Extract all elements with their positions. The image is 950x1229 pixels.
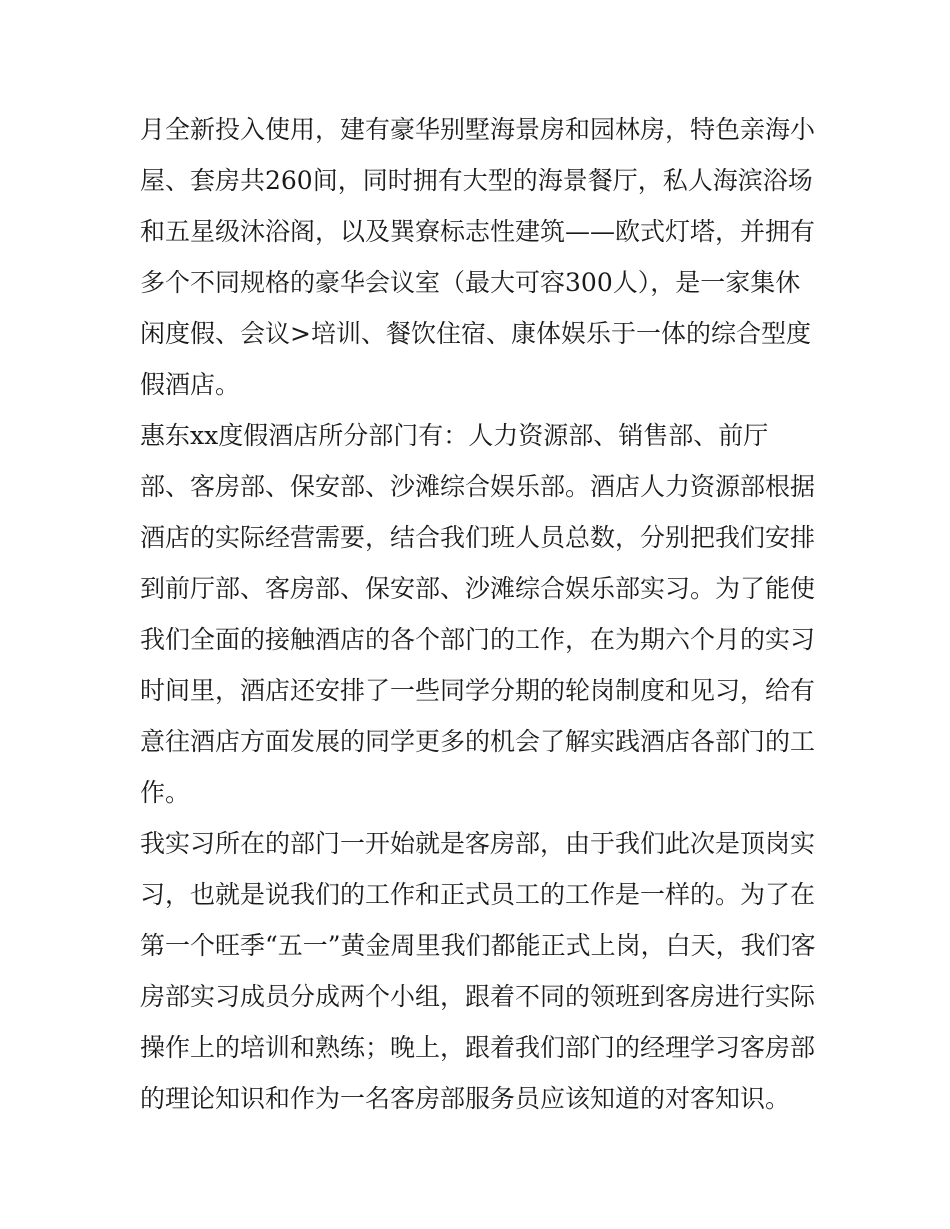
text-line: 的理论知识和作为一名客房部服务员应该知道的对客知识。 — [140, 1084, 791, 1113]
text-line: 房部实习成员分成两个小组，跟着不同的领班到客房进行实际 — [140, 982, 816, 1011]
text-line: 酒店的实际经营需要，结合我们班人员总数，分别把我们安排 — [140, 523, 816, 552]
document-body — [140, 104, 830, 1124]
text-line: 我实习所在的部门一开始就是客房部，由于我们此次是顶岗实 — [140, 829, 816, 858]
text-line: 习，也就是说我们的工作和正式员工的工作是一样的。为了在 — [140, 880, 816, 909]
text-line: 我们全面的接触酒店的各个部门的工作，在为期六个月的实习 — [140, 625, 816, 654]
text-line: 第一个旺季“五一”黄金周里我们都能正式上岗，白天，我们客 — [140, 931, 816, 960]
text-line: 屋、套房共260间，同时拥有大型的海景餐厅，私人海滨浴场 — [140, 166, 813, 195]
text-line: 闲度假、会议>培训、餐饮住宿、康体娱乐于一体的综合型度 — [140, 319, 811, 348]
text-line: 惠东xx度假酒店所分部门有：人力资源部、销售部、前厅 — [140, 421, 769, 450]
text-line: 操作上的培训和熟练；晚上，跟着我们部门的经理学习客房部 — [140, 1033, 816, 1062]
text-line: 和五星级沐浴阁，以及巽寮标志性建筑——欧式灯塔，并拥有 — [140, 217, 816, 246]
text-line: 假酒店。 — [140, 370, 241, 399]
text-line: 时间里，酒店还安排了一些同学分期的轮岗制度和见习，给有 — [140, 676, 816, 705]
text-line: 到前厅部、客房部、保安部、沙滩综合娱乐部实习。为了能使 — [140, 574, 816, 603]
text-line: 意往酒店方面发展的同学更多的机会了解实践酒店各部门的工 — [140, 727, 816, 756]
text-line: 月全新投入使用，建有豪华别墅海景房和园林房，特色亲海小 — [140, 115, 816, 144]
text-line: 部、客房部、保安部、沙滩综合娱乐部。酒店人力资源部根据 — [140, 472, 816, 501]
text-line: 多个不同规格的豪华会议室（最大可容300人），是一家集休 — [140, 268, 801, 297]
text-line: 作。 — [140, 778, 191, 807]
